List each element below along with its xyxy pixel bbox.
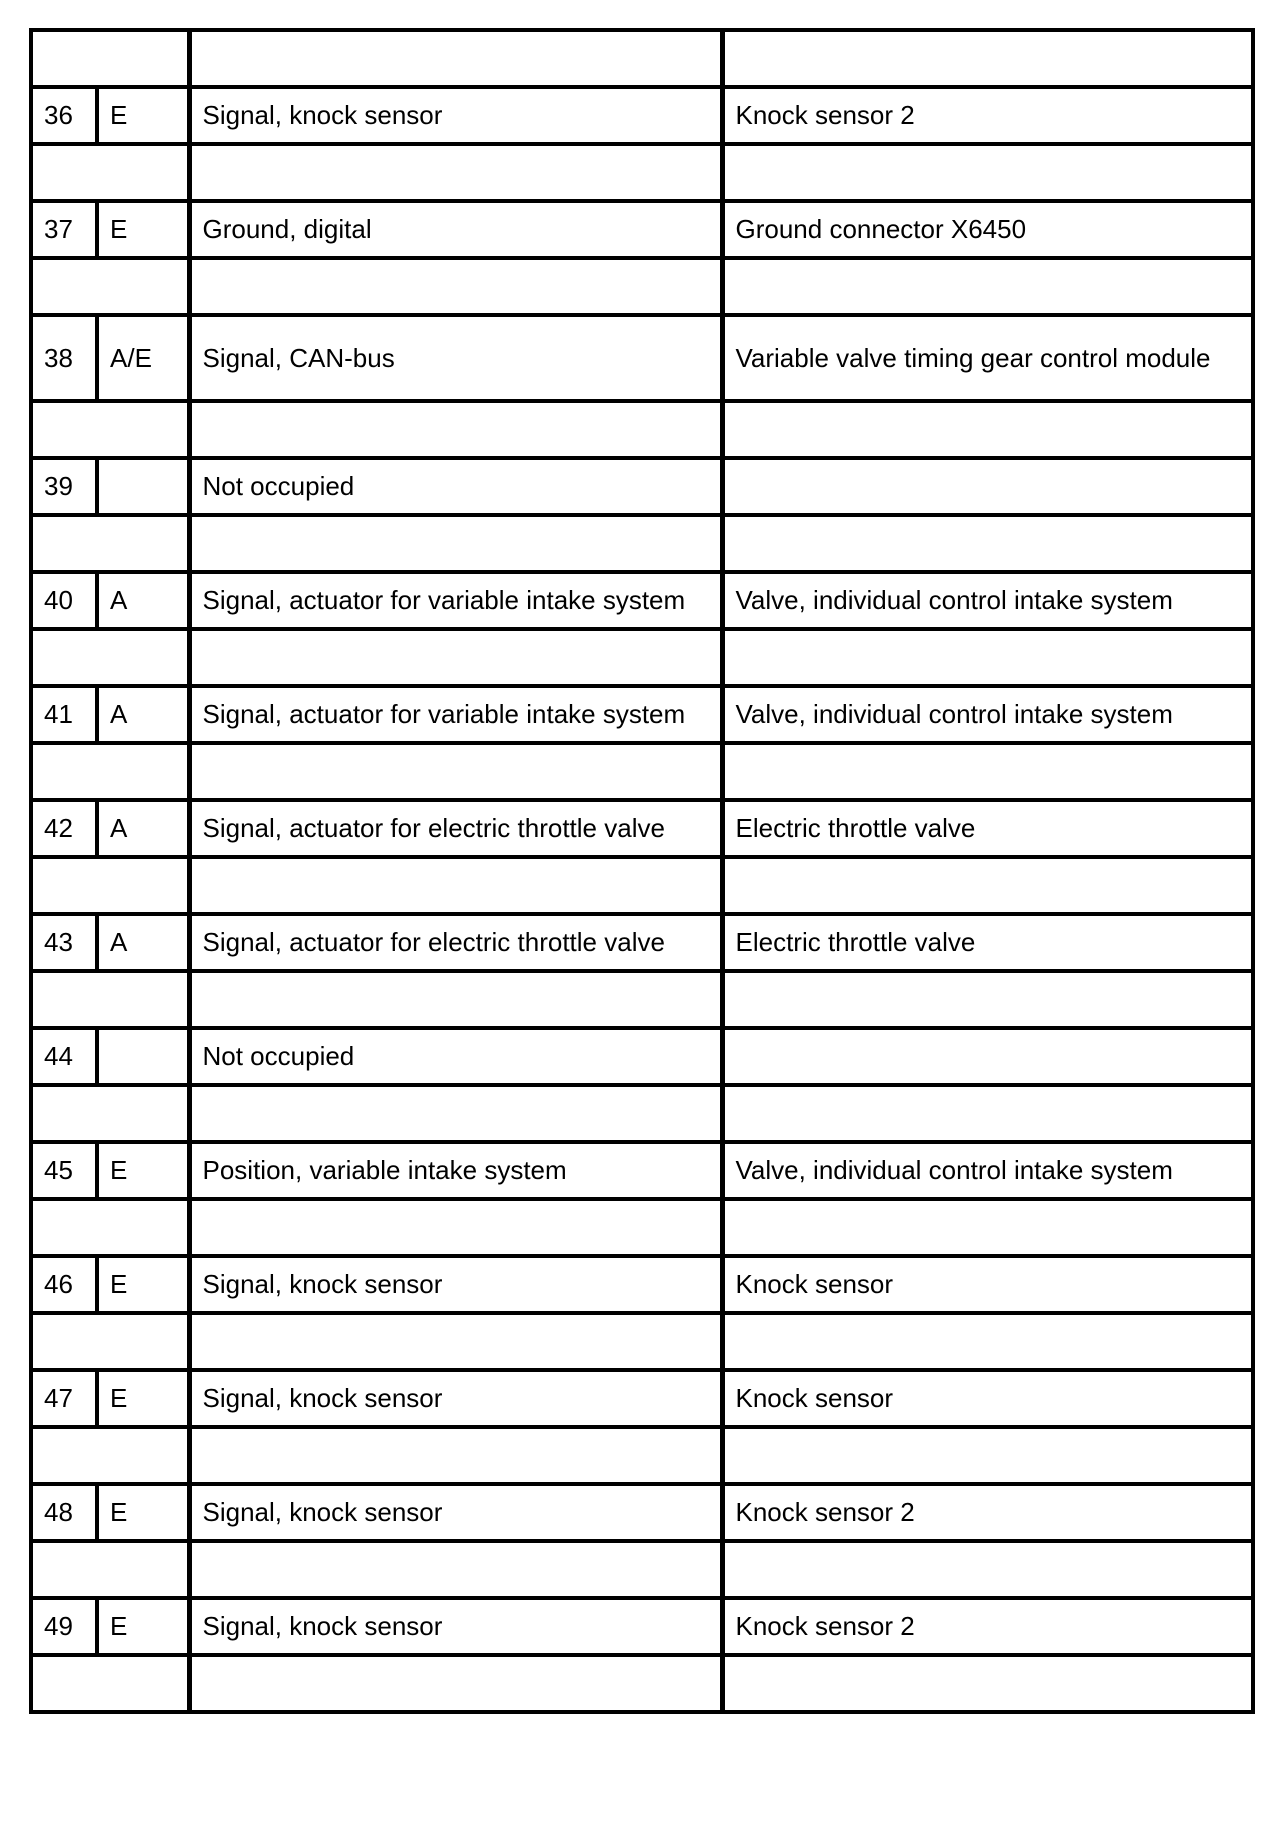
pin-number-cell: 37: [31, 201, 97, 258]
spacer-cell: [722, 258, 1253, 315]
component-cell: Knock sensor: [722, 1370, 1253, 1427]
table-row: [31, 572, 1253, 629]
spacer-cell: [31, 30, 189, 87]
signal-type-cell: E: [97, 1256, 189, 1313]
pin-number-cell: 36: [31, 87, 97, 144]
spacer-cell: [31, 629, 189, 686]
pin-number-cell: 48: [31, 1484, 97, 1541]
spacer-cell: [31, 1085, 189, 1142]
table-row: [31, 1028, 1253, 1085]
spacer-cell: [189, 743, 722, 800]
spacer-cell: [722, 629, 1253, 686]
function-cell: Not occupied: [189, 458, 722, 515]
pin-assignment-table: [29, 28, 1255, 1714]
component-cell: [722, 1028, 1253, 1085]
spacer-cell: [31, 1313, 189, 1370]
spacer-cell: [722, 1085, 1253, 1142]
table-row: [31, 1142, 1253, 1199]
spacer-cell: [31, 144, 189, 201]
signal-type-cell: E: [97, 87, 189, 144]
signal-type-cell: E: [97, 201, 189, 258]
spacer-row: [31, 1655, 1253, 1712]
spacer-cell: [722, 1427, 1253, 1484]
component-cell: Knock sensor 2: [722, 87, 1253, 144]
function-cell: Signal, knock sensor: [189, 1598, 722, 1655]
function-cell: Signal, CAN-bus: [189, 315, 722, 401]
function-cell: Signal, knock sensor: [189, 1256, 722, 1313]
table-row: [31, 87, 1253, 144]
spacer-row: [31, 743, 1253, 800]
component-cell: [722, 458, 1253, 515]
pin-number-cell: 41: [31, 686, 97, 743]
function-cell: Signal, actuator for electric throttle valve: [189, 800, 722, 857]
function-cell: Signal, actuator for electric throttle valve: [189, 914, 722, 971]
spacer-cell: [189, 1427, 722, 1484]
component-cell: Electric throttle valve: [722, 800, 1253, 857]
spacer-cell: [189, 30, 722, 87]
function-cell: Signal, knock sensor: [189, 87, 722, 144]
pin-number-cell: 49: [31, 1598, 97, 1655]
signal-type-cell: [97, 458, 189, 515]
spacer-cell: [189, 1541, 722, 1598]
spacer-cell: [722, 1655, 1253, 1712]
table-row: [31, 315, 1253, 401]
table-row: [31, 800, 1253, 857]
function-cell: Position, variable intake system: [189, 1142, 722, 1199]
function-cell: Not occupied: [189, 1028, 722, 1085]
spacer-row: [31, 144, 1253, 201]
spacer-row: [31, 401, 1253, 458]
signal-type-cell: A: [97, 686, 189, 743]
spacer-row: [31, 1199, 1253, 1256]
component-cell: Ground connector X6450: [722, 201, 1253, 258]
spacer-cell: [722, 857, 1253, 914]
pin-number-cell: 40: [31, 572, 97, 629]
spacer-row: [31, 258, 1253, 315]
spacer-cell: [31, 401, 189, 458]
spacer-cell: [189, 1199, 722, 1256]
spacer-cell: [31, 1199, 189, 1256]
component-cell: Knock sensor 2: [722, 1484, 1253, 1541]
spacer-cell: [189, 857, 722, 914]
table-row: [31, 1484, 1253, 1541]
spacer-row: [31, 30, 1253, 87]
spacer-row: [31, 1085, 1253, 1142]
pin-number-cell: 39: [31, 458, 97, 515]
signal-type-cell: [97, 1028, 189, 1085]
table-row: [31, 1256, 1253, 1313]
signal-type-cell: A: [97, 800, 189, 857]
component-cell: Knock sensor 2: [722, 1598, 1253, 1655]
pin-number-cell: 43: [31, 914, 97, 971]
pin-number-cell: 45: [31, 1142, 97, 1199]
spacer-row: [31, 1313, 1253, 1370]
spacer-cell: [31, 258, 189, 315]
spacer-row: [31, 1541, 1253, 1598]
signal-type-cell: A/E: [97, 315, 189, 401]
spacer-cell: [722, 30, 1253, 87]
pin-number-cell: 46: [31, 1256, 97, 1313]
table-row: [31, 914, 1253, 971]
spacer-cell: [189, 144, 722, 201]
pin-number-cell: 47: [31, 1370, 97, 1427]
spacer-row: [31, 629, 1253, 686]
component-cell: Valve, individual control intake system: [722, 686, 1253, 743]
spacer-cell: [31, 1427, 189, 1484]
spacer-cell: [722, 401, 1253, 458]
spacer-cell: [31, 743, 189, 800]
component-cell: Electric throttle valve: [722, 914, 1253, 971]
function-cell: Signal, knock sensor: [189, 1484, 722, 1541]
pin-number-cell: 44: [31, 1028, 97, 1085]
signal-type-cell: E: [97, 1484, 189, 1541]
spacer-row: [31, 1427, 1253, 1484]
function-cell: Signal, knock sensor: [189, 1370, 722, 1427]
table-row: [31, 1370, 1253, 1427]
spacer-cell: [31, 1541, 189, 1598]
table-row: [31, 458, 1253, 515]
spacer-cell: [722, 1541, 1253, 1598]
spacer-cell: [722, 515, 1253, 572]
component-cell: Valve, individual control intake system: [722, 1142, 1253, 1199]
signal-type-cell: E: [97, 1598, 189, 1655]
spacer-cell: [189, 1655, 722, 1712]
table-row: [31, 686, 1253, 743]
spacer-cell: [189, 515, 722, 572]
spacer-row: [31, 971, 1253, 1028]
spacer-cell: [31, 857, 189, 914]
spacer-cell: [189, 971, 722, 1028]
spacer-cell: [189, 401, 722, 458]
spacer-cell: [31, 971, 189, 1028]
spacer-cell: [722, 144, 1253, 201]
signal-type-cell: E: [97, 1370, 189, 1427]
function-cell: Ground, digital: [189, 201, 722, 258]
pin-number-cell: 42: [31, 800, 97, 857]
pin-number-cell: 38: [31, 315, 97, 401]
spacer-cell: [189, 1085, 722, 1142]
spacer-cell: [722, 743, 1253, 800]
spacer-row: [31, 515, 1253, 572]
spacer-cell: [189, 258, 722, 315]
spacer-cell: [722, 1313, 1253, 1370]
spacer-row: [31, 857, 1253, 914]
function-cell: Signal, actuator for variable intake system: [189, 572, 722, 629]
spacer-cell: [31, 515, 189, 572]
table-row: [31, 201, 1253, 258]
spacer-cell: [31, 1655, 189, 1712]
component-cell: Valve, individual control intake system: [722, 572, 1253, 629]
signal-type-cell: E: [97, 1142, 189, 1199]
spacer-cell: [722, 1199, 1253, 1256]
signal-type-cell: A: [97, 572, 189, 629]
spacer-cell: [189, 629, 722, 686]
signal-type-cell: A: [97, 914, 189, 971]
pin-table-page: [29, 28, 1251, 1714]
table-row: [31, 1598, 1253, 1655]
component-cell: Variable valve timing gear control module: [722, 315, 1253, 401]
spacer-cell: [722, 971, 1253, 1028]
function-cell: Signal, actuator for variable intake system: [189, 686, 722, 743]
pin-table-body: [31, 30, 1253, 1712]
spacer-cell: [189, 1313, 722, 1370]
component-cell: Knock sensor: [722, 1256, 1253, 1313]
